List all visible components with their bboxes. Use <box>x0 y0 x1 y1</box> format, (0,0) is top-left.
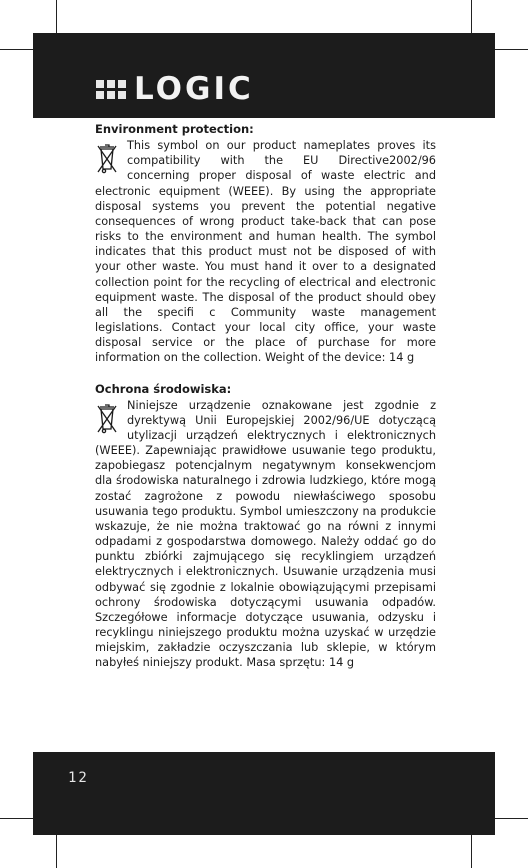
crop-mark <box>0 818 33 819</box>
ochrona-srodowiska-section <box>95 382 436 671</box>
crossed-out-wheelie-bin-icon <box>95 402 119 438</box>
crop-mark <box>495 49 528 50</box>
section-body: This symbol on our product nameplates proves its compatibility with the EU Directive2002/96 concerning proper disposal of waste electric and electronic equipment (WEEE). By using the appropriate disposal systems you prevent the potential negative consequences of wrong product take-back that can pose risks to the environment and human health. The symbol indicates that this product must not be disposed of with your other waste. You must hand it over to a designated collection point for the recycling of electrical and electronic equipment waste. The disposal of the product should obey all the specifi c Community waste management legislations. Contact your local city office, your waste disposal service or the place of purchase for more information on the collection. Weight of the device: 14 g <box>95 139 436 365</box>
six-squares-icon <box>96 80 126 99</box>
document-content <box>95 122 436 670</box>
crossed-out-wheelie-bin-icon <box>95 142 119 178</box>
crop-mark <box>471 835 472 868</box>
section-body: Niniejsze urządzenie oznakowane jest zgodnie z dyrektywą Unii Europejskiej 2002/96/UE dotyczącą utylizacji urządzeń elektrycznych i elektronicznych (WEEE). Zapewniając prawidłowe usuwanie tego produktu, zapobiegasz potencjalnym negatywnym konsekwencjom dla środowiska naturalnego i zdrowia ludzkiego, które mogą zostać zagrożone z powodu niewłaściwego sposobu usuwania tego produktu. Symbol umieszczony na produkcie wskazuje, że nie można traktować go na równi z innymi odpadami z gospodarstwa domowego. Należy oddać go do punktu zbiórki zajmującego się recyklingiem urządzeń elektrycznych i elektronicznych. Usuwanie urządzenia musi odbywać się zgodnie z lokalnie obowiązującymi przepisami ochrony środowiska dotyczącymi usuwania odpadów. Szczegółowe informacje dotyczące usuwania, odzysku i recyklingu niniejszego produktu można uzyskać w urzędzie miejskim, zakładzie oczyszczania lub sklepie, w którym nabyłeś niniejszy produkt. Masa sprzętu: 14 g <box>95 398 436 670</box>
crop-mark <box>495 818 528 819</box>
crop-mark <box>471 0 472 33</box>
brand-logo <box>96 73 254 105</box>
logo-text: LOGIC <box>134 71 254 107</box>
section-heading: Ochrona środowiska: <box>95 381 232 396</box>
page-number: 12 <box>68 770 89 786</box>
environment-protection-section <box>95 122 436 366</box>
crop-mark <box>0 49 33 50</box>
section-heading: Environment protection: <box>95 122 254 136</box>
crop-mark <box>56 835 57 868</box>
crop-mark <box>56 0 57 33</box>
